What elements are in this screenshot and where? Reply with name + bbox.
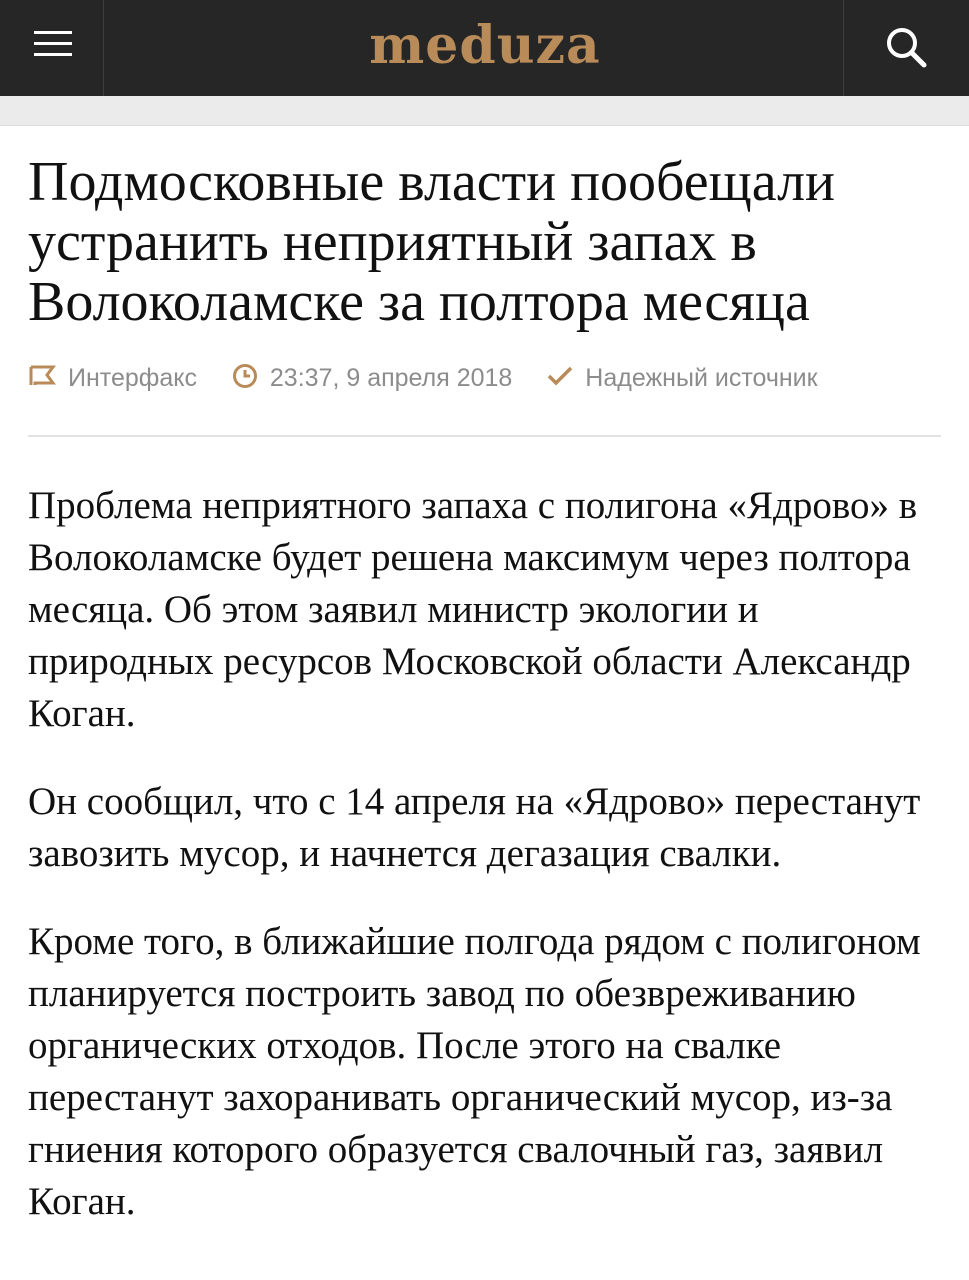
article-paragraph: Кроме того, в ближайшие полгода рядом с полигоном планируется построить завод по обезвреживанию органических отходов. После этого на свалке перестанут захоранивать органический мусор, из-за гниения которого образуется свалочный газ, заявил Коган. [28,920,921,1223]
article-body [28,480,948,1264]
top-navigation-bar [0,0,969,96]
source-name: Интерфакс [68,364,197,392]
article-meta [28,358,846,398]
article-paragraph: Проблема неприятного запаха с полигона «Ядрово» в Волоколамске будет решена максимум через полтора месяца. Об этом заявил министр экологии и природных ресурсов Московской области Александр Коган. [28,484,918,735]
meduza-logo[interactable]: meduza [369,15,601,76]
checkmark-icon [547,365,573,387]
menu-button[interactable] [0,0,104,96]
header-shadow-strip [0,96,969,126]
search-icon [884,25,928,69]
source-reliability [547,358,817,398]
source-flag-icon [28,364,56,388]
article-headline: Подмосковные власти пообещали устранить неприятный запах в Волоколамске за полтора месяца [28,151,836,333]
clock-icon [232,363,258,389]
publish-time [232,358,512,398]
meta-divider [28,435,941,437]
search-button[interactable] [843,0,969,96]
publish-datetime: 23:37, 9 апреля 2018 [269,364,513,392]
article-paragraph: Он сообщил, что с 14 апреля на «Ядрово» перестанут завозить мусор, и начнется дегазация свалки. [28,780,921,875]
source-link[interactable] [28,358,197,398]
hamburger-icon [34,29,72,59]
reliability-label: Надежный источник [585,364,818,392]
